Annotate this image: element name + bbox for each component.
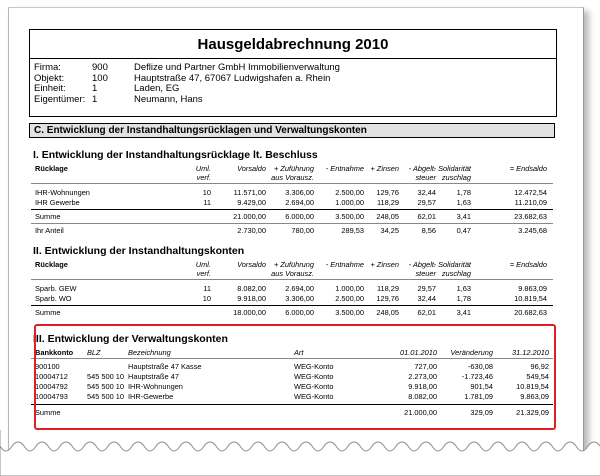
s3-col-blz: BLZ <box>87 348 101 357</box>
header-field-value: Laden, EG <box>134 83 180 94</box>
s1-row-end: 12.472,54 <box>514 188 547 197</box>
s3-row-blz: 545 500 10 <box>87 382 124 391</box>
document-title: Hausgeldabrechnung 2010 <box>197 36 389 53</box>
s2-sum-rule <box>31 305 553 306</box>
header-field-code: 1 <box>92 83 98 94</box>
s3-row-v1: 2.273,00 <box>408 372 437 381</box>
s1-col-ruecklage: Rücklage <box>35 164 68 173</box>
s3-row-blz: 545 500 10 <box>87 392 124 401</box>
s1-row-zuf: 2.694,00 <box>285 198 314 207</box>
s2-row-vorsaldo: 8.082,00 <box>237 284 266 293</box>
s3-row-v1: 8.082,00 <box>408 392 437 401</box>
s2-summe-soli: 3,41 <box>456 308 471 317</box>
s2-row-vorsaldo: 9.918,00 <box>237 294 266 303</box>
s2-row-abgelt: 32,44 <box>417 294 436 303</box>
s1-header-rule <box>31 183 553 184</box>
s3-row-ver: -630,08 <box>467 362 493 371</box>
highlight-box <box>34 324 556 430</box>
s2-row-abgelt: 29,57 <box>417 284 436 293</box>
s2-col-steuer: steuer <box>415 269 436 278</box>
s3-summe-v2: 21.329,09 <box>516 408 549 417</box>
s2-col-zinsen: + Zinsen <box>370 260 399 269</box>
header-box <box>29 29 557 117</box>
s1-col-vorsaldo: Vorsaldo <box>237 164 266 173</box>
s3-row-v1: 9.918,00 <box>408 382 437 391</box>
s2-row-name: Sparb. GEW <box>35 284 77 293</box>
s3-col-bankkonto: Bankkonto <box>35 348 74 357</box>
s1-summe-name: Summe <box>35 212 61 221</box>
s3-row-art: WEG-Konto <box>294 392 334 401</box>
s2-col-endsaldo: = Endsaldo <box>509 260 547 269</box>
s1-col-abgelt: - Abgelt. <box>408 164 436 173</box>
s3-row-art: WEG-Konto <box>294 382 334 391</box>
s1-col-endsaldo: = Endsaldo <box>509 164 547 173</box>
s3-row-ver: 901,54 <box>470 382 493 391</box>
s1-row-name: IHR-Wohnungen <box>35 188 90 197</box>
s1-anteil-soli: 0,47 <box>456 226 471 235</box>
s1-col-uml: Uml. <box>195 164 211 173</box>
s2-col-verf: verf. <box>196 269 211 278</box>
header-field-label: Firma: <box>34 62 61 73</box>
s3-row-konto: 10004792 <box>35 382 68 391</box>
s1-row-vorsaldo: 9.429,00 <box>237 198 266 207</box>
s1-summe-zuf: 6.000,00 <box>285 212 314 221</box>
s3-summe-label: Summe <box>35 408 61 417</box>
s1-summe-entn: 3.500,00 <box>335 212 364 221</box>
section-c-bar <box>29 123 555 138</box>
s3-row-v1: 727,00 <box>414 362 437 371</box>
s3-col-bezeichnung: Bezeichnung <box>128 348 171 357</box>
s2-col-abgelt: - Abgelt. <box>408 260 436 269</box>
s2-summe-name: Summe <box>35 308 61 317</box>
s1-summe-vorsaldo: 21.000,00 <box>233 212 266 221</box>
s1-row-soli: 1,78 <box>456 188 471 197</box>
header-field-value: Neumann, Hans <box>134 93 203 105</box>
header-field-label: Objekt: <box>34 72 65 84</box>
s1-anteil-zinsen: 34,25 <box>380 226 399 235</box>
torn-edge <box>0 430 600 476</box>
s1-anteil-vorsaldo: 2.730,00 <box>237 226 266 235</box>
header-field-code: 900 <box>92 62 108 73</box>
s3-row-art: WEG-Konto <box>294 372 334 381</box>
s1-row-zuf: 3.306,00 <box>285 188 314 197</box>
s2-row-end: 9.863,09 <box>518 284 547 293</box>
s1-anteil-rule <box>31 223 553 224</box>
s2-row-soli: 1,63 <box>456 284 471 293</box>
section-1-title: I. Entwicklung der Instandhaltungsrücklage lt. Beschluss <box>33 149 318 161</box>
s2-summe-abgelt: 62,01 <box>417 308 436 317</box>
s2-row-entn: 2.500,00 <box>335 294 364 303</box>
s1-summe-zinsen: 248,05 <box>376 212 399 221</box>
s1-row-soli: 1,63 <box>456 198 471 207</box>
s2-row-zuf: 2.694,00 <box>285 284 314 293</box>
s2-col-entnahme: - Entnahme <box>325 260 364 269</box>
s2-row-soli: 1,78 <box>456 294 471 303</box>
s3-row-ver: -1.723,46 <box>461 372 493 381</box>
section-2-title: II. Entwicklung der Instandhaltungskonten <box>33 245 245 257</box>
s1-row-vorsaldo: 11.571,00 <box>233 188 266 197</box>
s1-col-aus-vorausz: aus Vorausz. <box>271 173 314 182</box>
s1-anteil-abgelt: 8,56 <box>421 226 436 235</box>
s3-col-d1: 01.01.2010 <box>400 348 437 357</box>
s1-row-entn: 2.500,00 <box>335 188 364 197</box>
s2-row-zuf: 3.306,00 <box>285 294 314 303</box>
s3-col-d2: 31.12.2010 <box>512 348 549 357</box>
s1-row-zinsen: 129,76 <box>376 188 399 197</box>
s2-col-uml: Uml. <box>195 260 211 269</box>
header-field-label: Einheit: <box>34 83 66 94</box>
s1-anteil-zuf: 780,00 <box>291 226 314 235</box>
s3-row-art: WEG-Konto <box>294 362 334 371</box>
s1-col-zinsen: + Zinsen <box>370 164 399 173</box>
s2-row-end: 10.819,54 <box>514 294 547 303</box>
s3-summe-v1: 21.000,00 <box>404 408 437 417</box>
s1-col-zuschlag: zuschlag <box>441 173 471 182</box>
s1-row-entn: 1.000,00 <box>335 198 364 207</box>
s3-col-art: Art <box>294 348 304 357</box>
s1-col-entnahme: - Entnahme <box>325 164 364 173</box>
s3-row-konto: 10004712 <box>35 372 68 381</box>
s1-sum-rule <box>31 209 553 210</box>
s1-col-zufuehrung: + Zuführung <box>273 164 314 173</box>
s1-row-uml: 11 <box>203 198 211 207</box>
s3-row-blz: 545 500 10 <box>87 372 124 381</box>
section-3-title: III. Entwicklung der Verwaltungskonten <box>33 333 228 345</box>
title-divider <box>30 58 556 59</box>
s1-row-abgelt: 32,44 <box>417 188 436 197</box>
s1-summe-end: 23.682,63 <box>514 212 547 221</box>
s3-row-bez: Hauptstraße 47 Kasse <box>128 362 202 371</box>
s2-col-zuschlag: zuschlag <box>441 269 471 278</box>
s2-row-entn: 1.000,00 <box>335 284 364 293</box>
header-field-code: 100 <box>92 72 108 84</box>
s1-row-end: 11.210,09 <box>514 198 547 207</box>
s2-col-vorsaldo: Vorsaldo <box>237 260 266 269</box>
s1-summe-soli: 3,41 <box>456 212 471 221</box>
s2-summe-vorsaldo: 18.000,00 <box>233 308 266 317</box>
s1-col-steuer: steuer <box>415 173 436 182</box>
s3-row-bez: IHR-Gewerbe <box>128 392 174 401</box>
header-field-label: Eigentümer: <box>34 93 86 105</box>
s1-anteil-name: Ihr Anteil <box>35 226 64 235</box>
s3-row-v2: 9.863,09 <box>520 392 549 401</box>
s3-row-konto: 10004793 <box>35 392 68 401</box>
s1-row-uml: 10 <box>202 188 211 197</box>
s3-row-v2: 10.819,54 <box>516 382 549 391</box>
s2-row-uml: 11 <box>203 284 211 293</box>
s3-row-konto: 900100 <box>35 362 60 371</box>
s3-row-v2: 96,92 <box>530 362 549 371</box>
s1-col-soli: - Solidarität <box>433 164 471 173</box>
s3-row-v2: 549,54 <box>526 372 549 381</box>
s2-col-ruecklage: Rücklage <box>35 260 68 269</box>
s1-row-name: IHR Gewerbe <box>35 198 80 207</box>
s3-summe-ver: 329,09 <box>470 408 493 417</box>
section-c-title: C. Entwicklung der Instandhaltungsrücklagen und Verwaltungskonten <box>34 125 367 136</box>
s2-row-name: Sparb. WO <box>35 294 72 303</box>
s2-row-uml: 10 <box>202 294 211 303</box>
s2-summe-entn: 3.500,00 <box>335 308 364 317</box>
s3-row-ver: 1.781,09 <box>464 392 493 401</box>
header-field-value: Deflize und Partner GmbH Immobilienverwaltung <box>134 62 340 73</box>
s1-row-abgelt: 29,57 <box>417 198 436 207</box>
s2-row-zinsen: 129,76 <box>376 294 399 303</box>
s2-col-aus-vorausz: aus Vorausz. <box>271 269 314 278</box>
s3-col-veraenderung: Veränderung <box>450 348 493 357</box>
s2-summe-zuf: 6.000,00 <box>285 308 314 317</box>
s1-anteil-entn: 289,53 <box>341 226 364 235</box>
s2-header-rule <box>31 279 553 280</box>
header-field-value: Hauptstraße 47, 67067 Ludwigshafen a. Rhein <box>134 72 331 84</box>
s1-row-zinsen: 118,29 <box>376 198 399 207</box>
s2-summe-zinsen: 248,05 <box>376 308 399 317</box>
s2-col-soli: - Solidarität <box>433 260 471 269</box>
s2-row-zinsen: 118,29 <box>376 284 399 293</box>
s1-summe-abgelt: 62,01 <box>417 212 436 221</box>
s3-row-bez: IHR-Wohnungen <box>128 382 183 391</box>
header-field-code: 1 <box>92 93 98 105</box>
s2-col-zufuehrung: + Zuführung <box>273 260 314 269</box>
s1-col-verf: verf. <box>196 173 211 182</box>
s1-anteil-end: 3.245,68 <box>518 226 547 235</box>
s2-summe-end: 20.682,63 <box>514 308 547 317</box>
s3-row-bez: Hauptstraße 47 <box>128 372 179 381</box>
